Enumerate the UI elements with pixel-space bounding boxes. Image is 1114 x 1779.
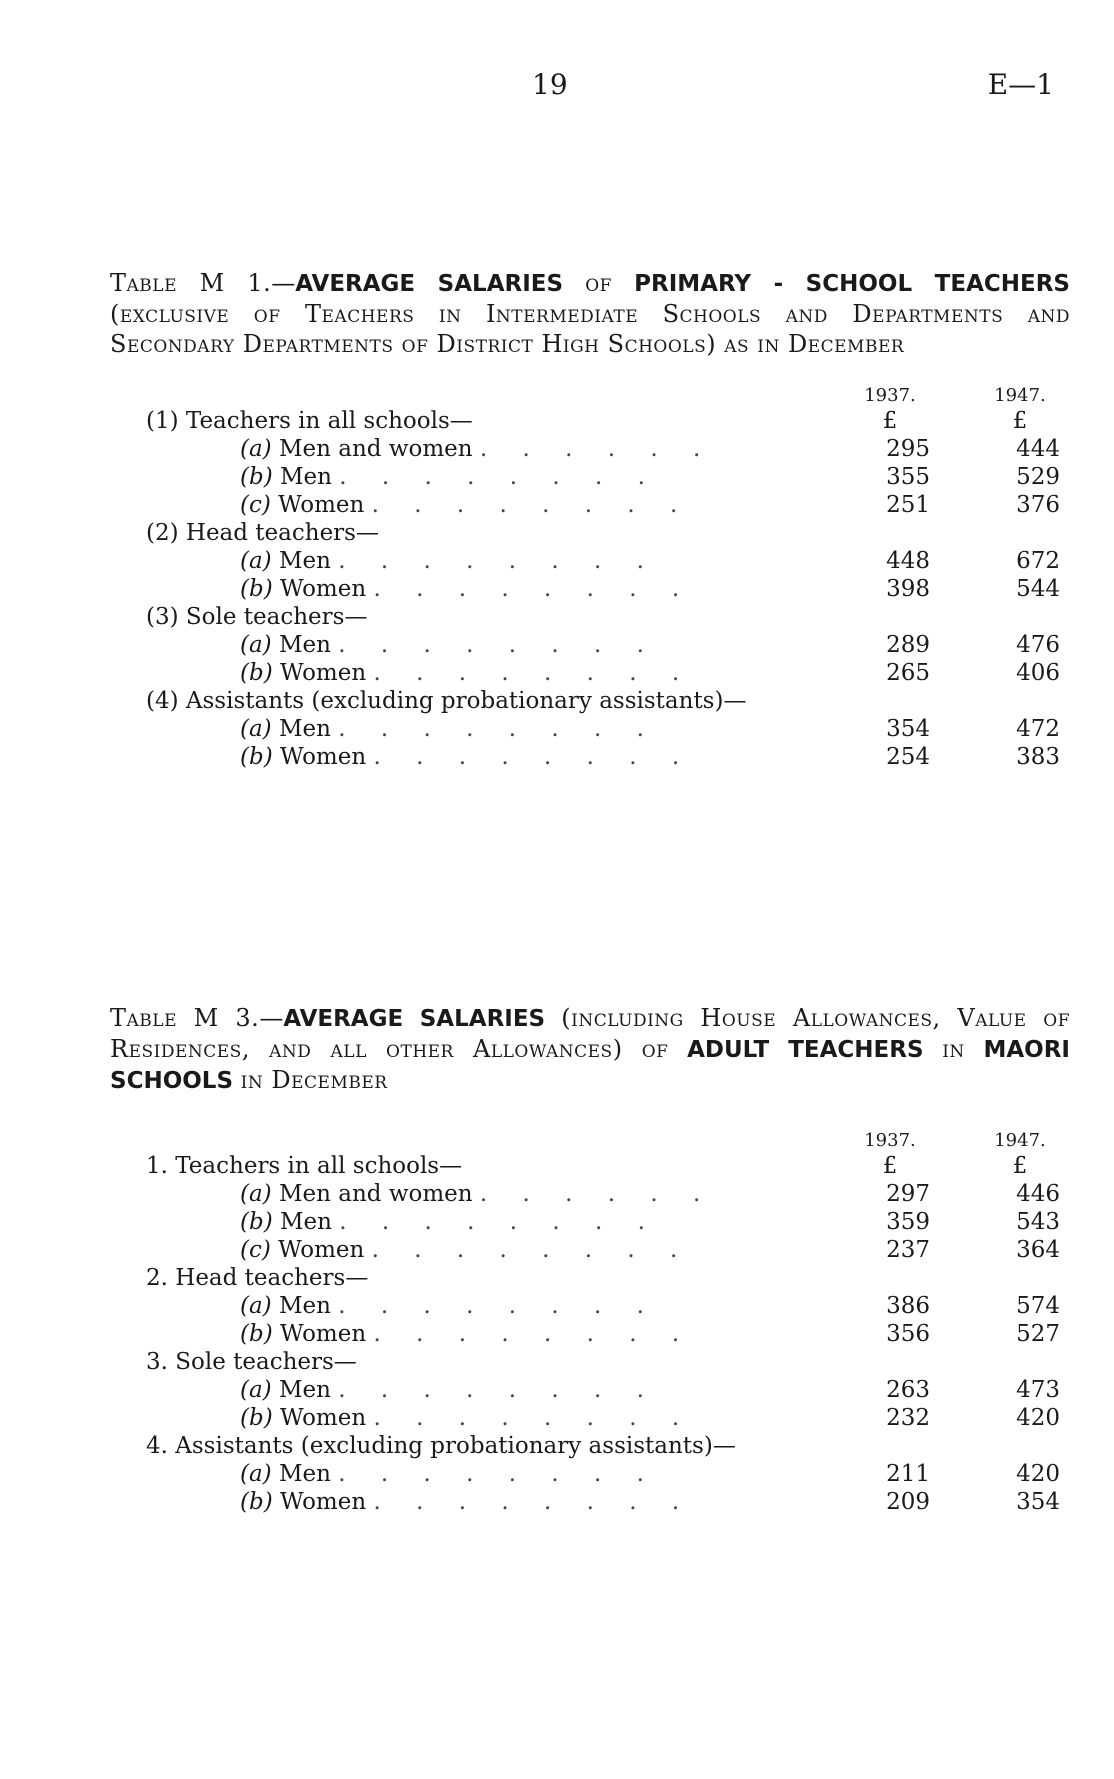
table-row: [110, 491, 1070, 519]
value-1947: 354: [1016, 1489, 1060, 1515]
section-heading-row: [110, 603, 1070, 631]
row-label: [240, 435, 714, 463]
unit-1937: £: [882, 1153, 898, 1179]
document-reference: E—1: [987, 68, 1054, 101]
value-1947: 473: [1016, 1377, 1060, 1403]
value-1947: 444: [1016, 436, 1060, 462]
dot-leaders: . . . . . . . .: [373, 1405, 694, 1431]
section-heading-row: [110, 1348, 1070, 1376]
row-label-text: Women: [279, 576, 367, 602]
row-label-text: Women: [279, 744, 367, 770]
value-1947: 476: [1016, 632, 1060, 658]
value-1937: 295: [886, 436, 930, 462]
table1-title-bold2: PRIMARY - SCHOOL TEACHERS: [634, 271, 1070, 297]
row-key: (a): [240, 436, 272, 462]
table-row: [110, 1488, 1070, 1516]
year-header-row: [110, 385, 1070, 407]
row-key: (a): [240, 548, 272, 574]
section-heading-row: [110, 1152, 1070, 1180]
table-row: [110, 575, 1070, 603]
table-row: [110, 659, 1070, 687]
table3-title: Table M 3.—AVERAGE SALARIES (including House Allowances, Value of Residences, and all other Allowances) of ADULT TEACHERS in MAORI SCHOOLS in December: [110, 1004, 1070, 1094]
table-row: [110, 715, 1070, 743]
value-1947: 527: [1016, 1321, 1060, 1347]
row-label: [240, 1180, 714, 1208]
row-key: (b): [240, 1489, 273, 1515]
value-1937: 359: [886, 1209, 930, 1235]
section-heading: 2. Head teachers—: [146, 1265, 369, 1291]
row-label-text: Men: [278, 1293, 331, 1319]
dot-leaders: . . . . . . . .: [338, 632, 658, 658]
dot-leaders: . . . . . . . .: [373, 660, 694, 686]
dot-leaders: . . . . . . . .: [371, 492, 692, 518]
table-row: [110, 1208, 1070, 1236]
row-key: (b): [240, 744, 273, 770]
row-key: (b): [240, 1321, 273, 1347]
value-1937: 251: [886, 492, 930, 518]
table-row: [110, 463, 1070, 491]
value-1947: 574: [1016, 1293, 1060, 1319]
row-key: (a): [240, 1293, 272, 1319]
section-heading-row: [110, 687, 1070, 715]
value-1937: 448: [886, 548, 930, 574]
row-label-text: Women: [279, 1321, 367, 1347]
value-1947: 446: [1016, 1181, 1060, 1207]
value-1947: 406: [1016, 660, 1060, 686]
table-row: [110, 1460, 1070, 1488]
row-label-text: Women: [278, 1237, 365, 1263]
row-label: [240, 575, 693, 603]
row-label: [240, 1208, 659, 1236]
table1-title-of: of: [585, 269, 612, 297]
unit-1937: £: [882, 408, 898, 434]
row-label: [240, 1320, 693, 1348]
value-1937: 263: [886, 1377, 930, 1403]
row-label: [240, 659, 693, 687]
row-key: (b): [240, 1209, 273, 1235]
value-1937: 386: [886, 1293, 930, 1319]
row-key: (a): [240, 632, 272, 658]
year-1947-header: 1947.: [994, 385, 1046, 406]
dot-leaders: . . . . . . . .: [339, 1209, 659, 1235]
row-label-text: Men and women: [278, 436, 473, 462]
row-key: (c): [240, 492, 271, 518]
dot-leaders: . . . . . . . .: [373, 576, 694, 602]
value-1937: 232: [886, 1405, 930, 1431]
dot-leaders: . . . . . . . .: [371, 1237, 692, 1263]
table1-title: Table M 1.—AVERAGE SALARIES of PRIMARY - SCHOOL TEACHERS (exclusive of Teachers in Intermediate Schools and Departments and Secondary Departments of District High Schools) as in December: [110, 269, 1070, 358]
row-key: (a): [240, 1377, 272, 1403]
row-label: [240, 715, 658, 743]
value-1947: 364: [1016, 1237, 1060, 1263]
year-1937-header: 1937.: [864, 385, 916, 406]
value-1947: 472: [1016, 716, 1060, 742]
dot-leaders: . . . . . . . .: [338, 548, 658, 574]
row-key: (a): [240, 716, 272, 742]
row-label: [240, 547, 658, 575]
table3-title-mid: (including House Allowances, Value of Residences, and all other Allowances) of: [110, 1004, 1070, 1063]
row-label-text: Men: [278, 1377, 331, 1403]
value-1947: 376: [1016, 492, 1060, 518]
table-row: [110, 1292, 1070, 1320]
row-label: [240, 1376, 658, 1404]
table1-body: [110, 385, 1070, 771]
row-label: [240, 631, 658, 659]
dot-leaders: . . . . . . . .: [338, 1377, 658, 1403]
value-1937: 265: [886, 660, 930, 686]
dot-leaders: . . . . . .: [479, 1181, 715, 1207]
row-label: [240, 743, 693, 771]
table-row: [110, 631, 1070, 659]
table1-title-bold: AVERAGE SALARIES: [295, 271, 564, 297]
value-1947: 543: [1016, 1209, 1060, 1235]
section-heading: 1. Teachers in all schools—: [146, 1153, 463, 1179]
row-label-text: Men: [278, 716, 331, 742]
unit-1947: £: [1012, 408, 1028, 434]
dot-leaders: . . . . . . . .: [338, 1461, 658, 1487]
table3-title-bold3: MAORI SCHOOLS: [110, 1037, 1070, 1094]
row-label-text: Women: [278, 492, 365, 518]
value-1937: 209: [886, 1489, 930, 1515]
value-1947: 383: [1016, 744, 1060, 770]
row-key: (b): [240, 464, 273, 490]
dot-leaders: . . . . . . . .: [338, 1293, 658, 1319]
dot-leaders: . . . . . . . .: [373, 1321, 694, 1347]
table3-label: Table M 3.: [110, 1004, 260, 1032]
section-heading: (3) Sole teachers—: [146, 604, 368, 630]
year-1937-header: 1937.: [864, 1130, 916, 1151]
row-label-text: Men: [279, 464, 332, 490]
row-label-text: Men: [278, 1461, 331, 1487]
section-heading-row: [110, 1432, 1070, 1460]
value-1937: 355: [886, 464, 930, 490]
table1-title-rest: (exclusive of Teachers in Intermediate Schools and Departments and Secondary Departments of District High Schools) as in December: [110, 300, 1070, 358]
table3-title-in: in: [942, 1035, 965, 1063]
page-number: 19: [532, 68, 568, 101]
year-header-row: [110, 1130, 1070, 1152]
value-1937: 254: [886, 744, 930, 770]
dot-leaders: . . . . . . . .: [339, 464, 659, 490]
value-1937: 211: [886, 1461, 930, 1487]
row-label-text: Men: [278, 548, 331, 574]
row-label-text: Men: [279, 1209, 332, 1235]
table-row: [110, 1180, 1070, 1208]
table3-body: [110, 1130, 1070, 1516]
section-heading: (2) Head teachers—: [146, 520, 379, 546]
table-row: [110, 435, 1070, 463]
table3-title-bold2: ADULT TEACHERS: [687, 1037, 924, 1063]
value-1937: 398: [886, 576, 930, 602]
value-1937: 297: [886, 1181, 930, 1207]
row-label-text: Women: [279, 1405, 367, 1431]
table-row: [110, 743, 1070, 771]
row-label: [240, 1404, 693, 1432]
table-row: [110, 547, 1070, 575]
value-1937: 354: [886, 716, 930, 742]
section-heading-row: [110, 519, 1070, 547]
table-row: [110, 1320, 1070, 1348]
row-label-text: Men: [278, 632, 331, 658]
dot-leaders: . . . . . . . .: [373, 744, 694, 770]
row-label: [240, 1292, 658, 1320]
table3-title-bold: AVERAGE SALARIES: [283, 1006, 546, 1032]
value-1947: 529: [1016, 464, 1060, 490]
row-label-text: Men and women: [278, 1181, 473, 1207]
row-key: (b): [240, 660, 273, 686]
year-1947-header: 1947.: [994, 1130, 1046, 1151]
value-1937: 356: [886, 1321, 930, 1347]
section-heading-row: [110, 407, 1070, 435]
value-1937: 289: [886, 632, 930, 658]
table3-title-rest: in December: [240, 1066, 388, 1094]
row-label: [240, 1488, 693, 1516]
row-key: (b): [240, 576, 273, 602]
value-1937: 237: [886, 1237, 930, 1263]
value-1947: 544: [1016, 576, 1060, 602]
table-row: [110, 1404, 1070, 1432]
unit-1947: £: [1012, 1153, 1028, 1179]
section-heading: (4) Assistants (excluding probationary assistants)—: [146, 688, 747, 714]
section-heading: 3. Sole teachers—: [146, 1349, 357, 1375]
row-key: (a): [240, 1461, 272, 1487]
table1-label: Table M 1.: [110, 269, 272, 297]
section-heading: 4. Assistants (excluding probationary assistants)—: [146, 1433, 736, 1459]
row-label: [240, 491, 691, 519]
dot-leaders: . . . . . . . .: [373, 1489, 694, 1515]
row-label: [240, 1236, 691, 1264]
row-label: [240, 1460, 658, 1488]
table-row: [110, 1236, 1070, 1264]
row-key: (b): [240, 1405, 273, 1431]
row-label: [240, 463, 659, 491]
row-label-text: Women: [279, 1489, 367, 1515]
value-1947: 672: [1016, 548, 1060, 574]
row-key: (a): [240, 1181, 272, 1207]
section-heading-row: [110, 1264, 1070, 1292]
value-1947: 420: [1016, 1461, 1060, 1487]
table-row: [110, 1376, 1070, 1404]
value-1947: 420: [1016, 1405, 1060, 1431]
row-label-text: Women: [279, 660, 367, 686]
row-key: (c): [240, 1237, 271, 1263]
dot-leaders: . . . . . . . .: [338, 716, 658, 742]
dot-leaders: . . . . . .: [479, 436, 715, 462]
section-heading: (1) Teachers in all schools—: [146, 408, 473, 434]
